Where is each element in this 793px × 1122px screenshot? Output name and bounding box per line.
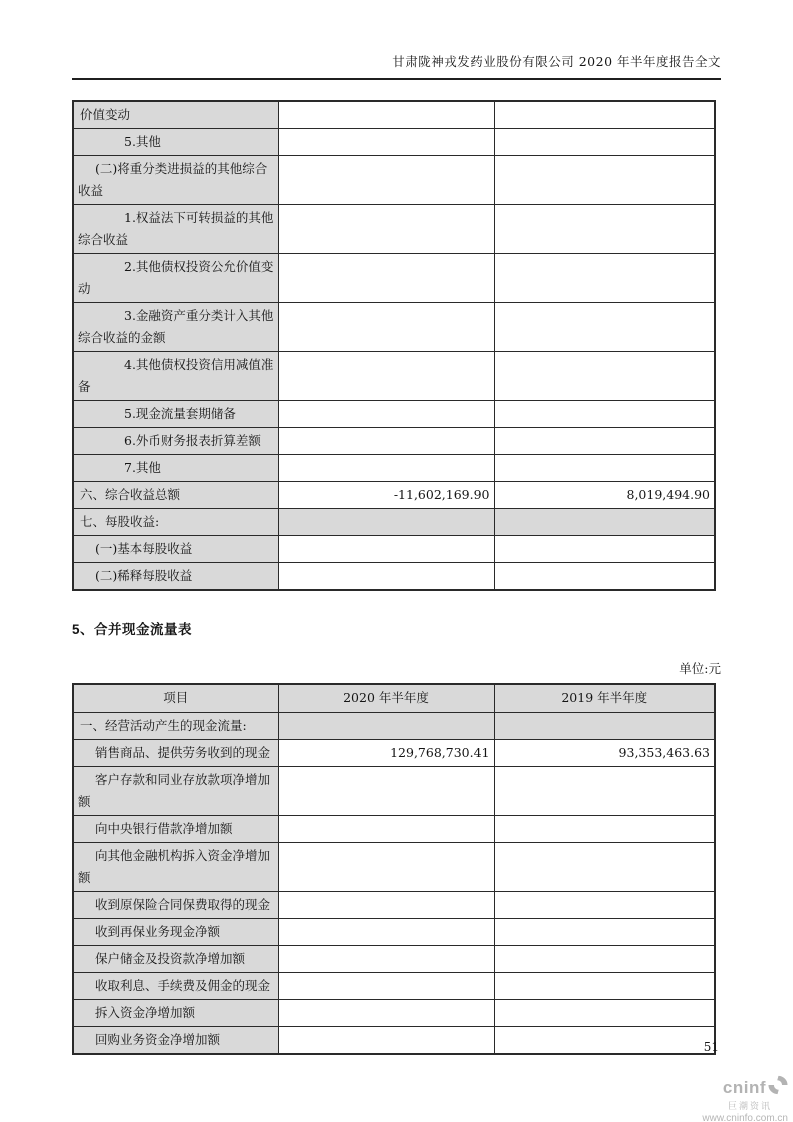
running-header xyxy=(72,0,721,80)
row-label: 5.现金流量套期储备 xyxy=(73,401,278,428)
row-label: 六、综合收益总额 xyxy=(73,482,278,509)
value-2019 xyxy=(494,563,715,591)
value-2020 xyxy=(278,766,494,815)
row-label: 收到原保险合同保费取得的现金 xyxy=(73,891,278,918)
row-label: 5.其他 xyxy=(73,129,278,156)
value-2020 xyxy=(278,999,494,1026)
value-2019 xyxy=(494,205,715,254)
cninfo-swirl-icon xyxy=(768,1075,788,1100)
table-row xyxy=(73,156,715,205)
table-row xyxy=(73,766,715,815)
cashflow-header-row xyxy=(73,684,715,712)
table-row xyxy=(73,509,715,536)
value-2019 xyxy=(494,101,715,129)
column-header-2020: 2020 年半年度 xyxy=(278,684,494,712)
comprehensive-income-table-body xyxy=(73,101,715,590)
value-2019 xyxy=(494,945,715,972)
value-2019 xyxy=(494,918,715,945)
row-label: 销售商品、提供劳务收到的现金 xyxy=(73,739,278,766)
table-row xyxy=(73,401,715,428)
value-2020 xyxy=(278,712,494,739)
value-2020 xyxy=(278,205,494,254)
value-2020: -11,602,169.90 xyxy=(278,482,494,509)
value-2020 xyxy=(278,945,494,972)
table-row xyxy=(73,303,715,352)
value-2020 xyxy=(278,401,494,428)
value-2020 xyxy=(278,815,494,842)
row-label: 一、经营活动产生的现金流量: xyxy=(73,712,278,739)
cninfo-logo-wordmark: cninf xyxy=(722,1077,766,1097)
value-2020 xyxy=(278,842,494,891)
cashflow-table-body xyxy=(73,712,715,1054)
value-2019 xyxy=(494,428,715,455)
table-row xyxy=(73,945,715,972)
value-2020 xyxy=(278,455,494,482)
value-2019 xyxy=(494,156,715,205)
value-2020: 129,768,730.41 xyxy=(278,739,494,766)
value-2019 xyxy=(494,972,715,999)
cninfo-chinese-name: 巨潮资讯 xyxy=(727,1101,772,1111)
value-2019 xyxy=(494,509,715,536)
value-2020 xyxy=(278,428,494,455)
value-2020 xyxy=(278,254,494,303)
report-title: 甘肃陇神戎发药业股份有限公司 2020 年半年度报告全文 xyxy=(392,54,721,69)
table-row xyxy=(73,999,715,1026)
value-2019 xyxy=(494,891,715,918)
row-label: 3.金融资产重分类计入其他综合收益的金额 xyxy=(73,303,278,352)
value-2020 xyxy=(278,303,494,352)
value-2020 xyxy=(278,352,494,401)
value-2019 xyxy=(494,999,715,1026)
value-2019 xyxy=(494,842,715,891)
value-2019: 8,019,494.90 xyxy=(494,482,715,509)
value-2019 xyxy=(494,536,715,563)
value-2020 xyxy=(278,101,494,129)
row-label: (二)将重分类进损益的其他综合收益 xyxy=(73,156,278,205)
value-2020 xyxy=(278,891,494,918)
row-label: 6.外币财务报表折算差额 xyxy=(73,428,278,455)
row-label: 价值变动 xyxy=(73,101,278,129)
cninfo-logo-row xyxy=(678,1075,788,1100)
value-2020 xyxy=(278,129,494,156)
value-2019 xyxy=(494,303,715,352)
value-2020 xyxy=(278,156,494,205)
table-row xyxy=(73,205,715,254)
value-2020 xyxy=(278,563,494,591)
cashflow-table xyxy=(72,683,716,1055)
value-2020 xyxy=(278,536,494,563)
unit-label: 单位:元 xyxy=(679,661,721,676)
value-2019 xyxy=(494,1026,715,1054)
table-row xyxy=(73,1026,715,1054)
table-row xyxy=(73,842,715,891)
value-2020 xyxy=(278,918,494,945)
value-2019: 93,353,463.63 xyxy=(494,739,715,766)
table-row xyxy=(73,563,715,591)
table-row xyxy=(73,455,715,482)
value-2019 xyxy=(494,129,715,156)
value-2019 xyxy=(494,712,715,739)
row-label: 七、每股收益: xyxy=(73,509,278,536)
comprehensive-income-table xyxy=(72,100,716,591)
row-label: 回购业务资金净增加额 xyxy=(73,1026,278,1054)
row-label: 收到再保业务现金净额 xyxy=(73,918,278,945)
table-row xyxy=(73,815,715,842)
column-header-2019: 2019 年半年度 xyxy=(494,684,715,712)
row-label: 收取利息、手续费及佣金的现金 xyxy=(73,972,278,999)
page-number: 51 xyxy=(703,1040,719,1054)
row-label: 7.其他 xyxy=(73,455,278,482)
value-2020 xyxy=(278,1026,494,1054)
section-title: 5、合并现金流量表 xyxy=(72,622,193,637)
value-2020 xyxy=(278,972,494,999)
row-label: 向其他金融机构拆入资金净增加额 xyxy=(73,842,278,891)
value-2019 xyxy=(494,401,715,428)
value-2019 xyxy=(494,766,715,815)
table-row xyxy=(73,891,715,918)
row-label: (二)稀释每股收益 xyxy=(73,563,278,591)
table-row xyxy=(73,129,715,156)
value-2019 xyxy=(494,815,715,842)
row-label: 向中央银行借款净增加额 xyxy=(73,815,278,842)
row-label: 拆入资金净增加额 xyxy=(73,999,278,1026)
row-label: (一)基本每股收益 xyxy=(73,536,278,563)
table-row xyxy=(73,918,715,945)
value-2019 xyxy=(494,352,715,401)
table-row xyxy=(73,352,715,401)
table-row xyxy=(73,101,715,129)
table-row xyxy=(73,482,715,509)
table-row xyxy=(73,536,715,563)
cninfo-url: www.cninfo.com.cn xyxy=(702,1113,788,1122)
table-row xyxy=(73,428,715,455)
table-row xyxy=(73,972,715,999)
value-2019 xyxy=(494,455,715,482)
row-label: 2.其他债权投资公允价值变动 xyxy=(73,254,278,303)
row-label: 客户存款和同业存放款项净增加额 xyxy=(73,766,278,815)
value-2020 xyxy=(278,509,494,536)
column-header-item: 项目 xyxy=(73,684,278,712)
cninfo-logo xyxy=(678,1075,788,1122)
row-label: 1.权益法下可转损益的其他综合收益 xyxy=(73,205,278,254)
row-label: 4.其他债权投资信用减值准备 xyxy=(73,352,278,401)
table-row xyxy=(73,739,715,766)
table-row xyxy=(73,254,715,303)
row-label: 保户储金及投资款净增加额 xyxy=(73,945,278,972)
table-row xyxy=(73,712,715,739)
value-2019 xyxy=(494,254,715,303)
